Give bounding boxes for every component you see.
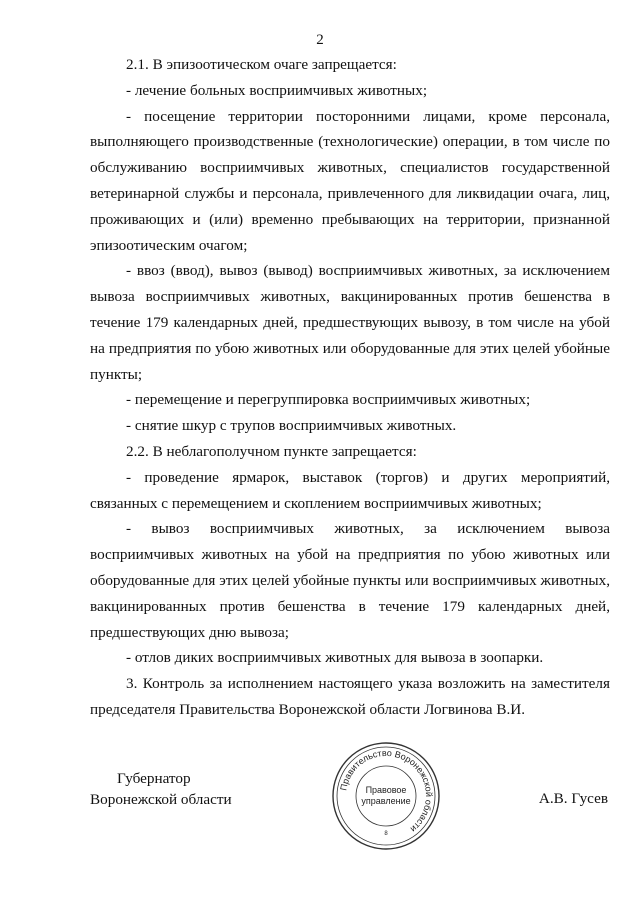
signatory-title-line2: Воронежской области [90,791,232,808]
document-body [90,52,610,723]
list-item-catching: - отлов диких восприимчивых животных для вывоза в зоопарки. [126,649,544,667]
page-number: 2 [316,32,324,48]
section-3-control: 3. Контроль за исполнением настоящего указа возложить на заместителя председателя Правительства Воронежской области Логвинова В.И. [90,675,610,718]
signatory-title [90,768,232,810]
stamp-ring-text: Правительство Воронежской области [338,747,435,835]
signatory-name: А.В. Гусев [538,790,608,807]
list-item-relocation: - перемещение и перегруппировка восприимчивых животных; [126,391,531,409]
section-2-2-heading: 2.2. В неблагополучном пункте запрещается: [126,442,417,460]
list-item-fairs: - проведение ярмарок, выставок (торгов) и других мероприятий, связанных с перемещением и скоплением восприимчивых животных; [90,468,610,512]
stamp-center-line1: Правовое [365,785,407,795]
stamp-number: 8 [384,831,388,837]
signatory-title-line1: Губернатор [117,770,191,787]
section-2-1-heading: 2.1. В эпизоотическом очаге запрещается: [126,56,397,73]
list-item-import-export: - ввоз (ввод), вывоз (вывод) восприимчивых животных, за исключением вывоза восприимчивых животных, вакцинированных против бешенства в течение 179 календарных дней, предшествующих вывозу, в том числе на убой на предприятия по убою животных или оборудованные для этих целей убойные пункты; [90,262,610,383]
stamp-center-line2: управление [361,796,411,806]
list-item-skinning: - снятие шкур с трупов восприимчивых животных. [126,417,457,435]
list-item-visiting: - посещение территории посторонними лицами, кроме персонала, выполняющего производственные (технологические) операции, в том числе по обслуживанию восприимчивых животных, специалистов государственной ветеринарной службы и персонала, привлеченного для ликвидации очага, лиц, проживающих и (или) временно пребывающих на территории, признанной эпизоотическим очагом; [90,107,610,254]
official-stamp [330,740,442,852]
list-item-removal: - вывоз восприимчивых животных, за исключением вывоза восприимчивых животных на убой на предприятия по убою животных или оборудованные для этих целей убойные пункты или восприимчивых животных, вакцинированных против бешенства в течение 179 календарных дней, предшествующих дню вывоза; [90,520,610,641]
list-item-treatment: - лечение больных восприимчивых животных; [126,81,428,99]
